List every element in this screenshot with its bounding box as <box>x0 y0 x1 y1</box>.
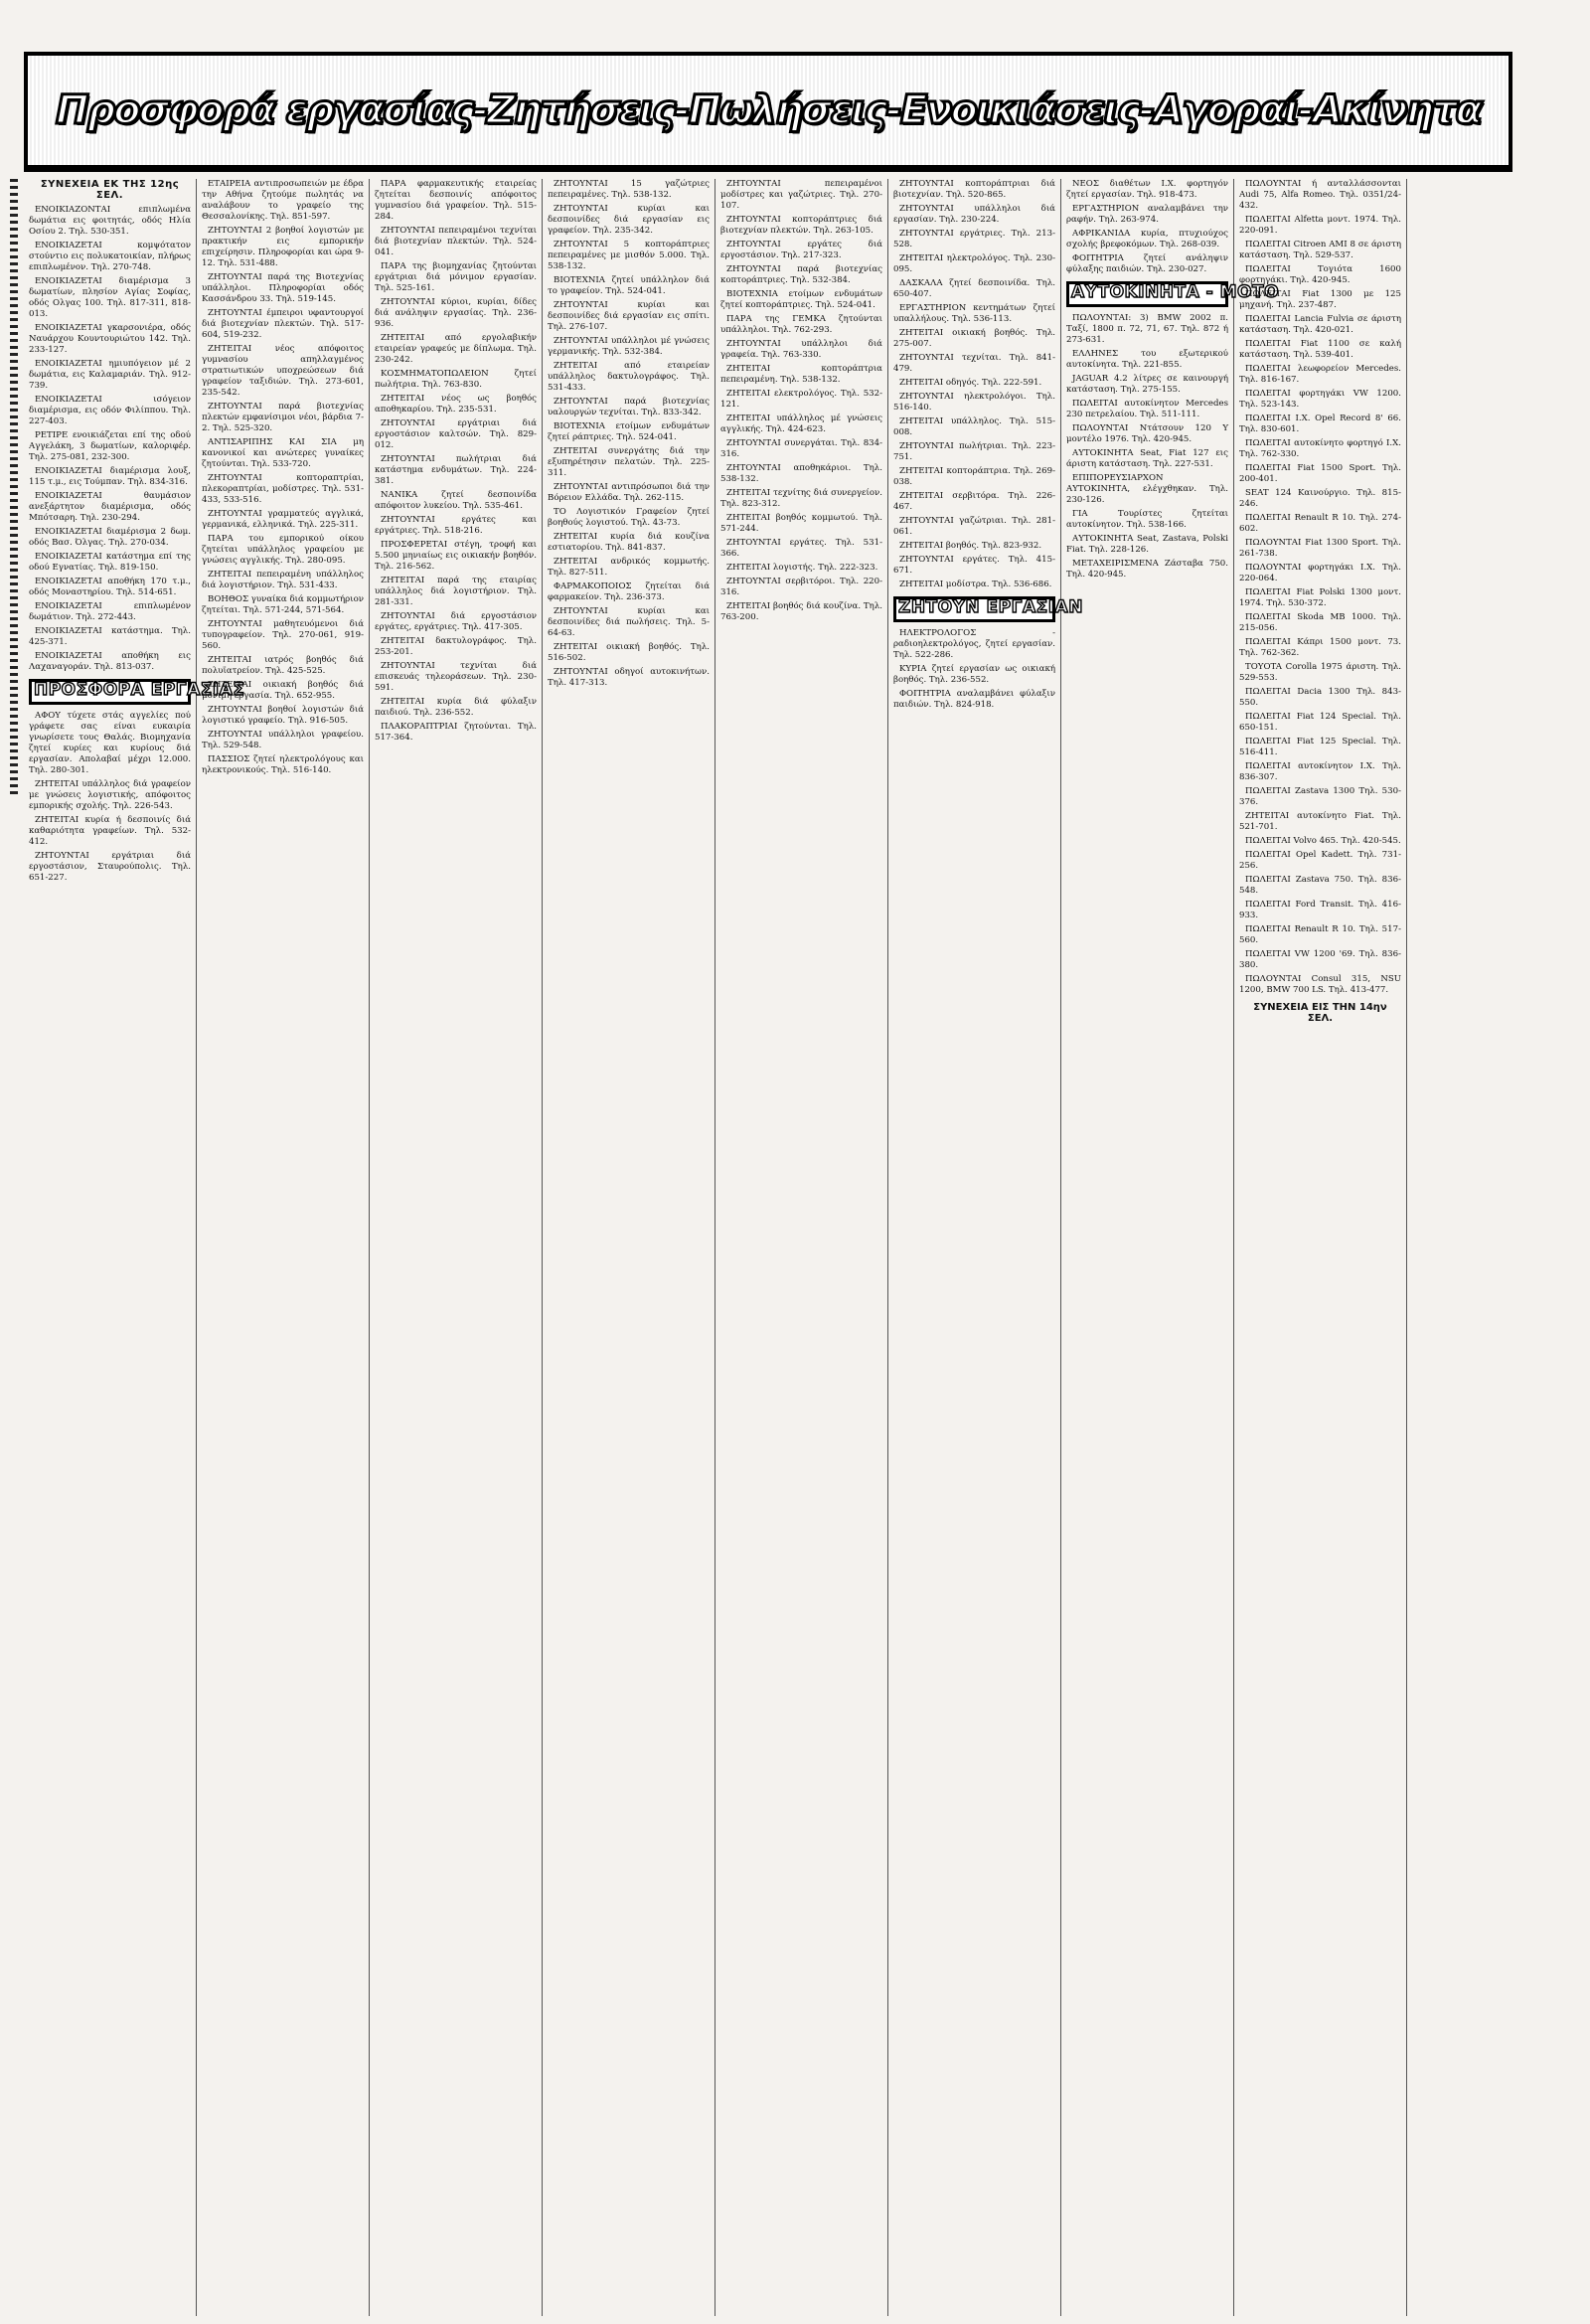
classified-ad: ΖΗΤΟΥΝΤΑΙ πωλήτριαι διά κατάστημα ενδυμάτων. Τηλ. 224-381. <box>375 454 537 486</box>
classified-ad: ΖΗΤΟΥΝΤΑΙ παρά της Βιοτεχνίας υπάλληλοι. Πληροφορίαι οδός Κασσάνδρου 33. Τηλ. 519-145. <box>202 272 364 304</box>
classified-ad: ΠΩΛΟΥΝΤΑΙ Fiat 1300 Sport. Τηλ. 261-738. <box>1239 538 1401 559</box>
classified-ad: ΒΙΟΤΕΧΝΙΑ ετοίμων ενδυμάτων ζητεί κοπτοράπτριες. Τηλ. 524-041. <box>720 289 882 310</box>
classified-ad: ΕΡΓΑΣΤΗΡΙΟΝ αναλαμβάνει την ραφήν. Τηλ. 263-974. <box>1066 204 1228 225</box>
classified-ad: ΕΝΟΙΚΙΑΖΕΤΑΙ επιπλωμένον δωμάτιον. Τηλ. 272-443. <box>29 601 191 622</box>
continued-heading: ΣΥΝΕΧΕΙΑ ΕΚ ΤΗΣ 12ης ΣΕΛ. <box>40 179 180 201</box>
classified-ad: ΕΝΟΙΚΙΑΖΕΤΑΙ γκαρσονιέρα, οδός Ναυάρχου Κουντουριώτου 142. Τηλ. 233-127. <box>29 323 191 355</box>
ads-list <box>893 628 1055 711</box>
classified-ad: ΠΩΛΕΙΤΑΙ Lancia Fulvia σε άριστη κατάσταση. Τηλ. 420-021. <box>1239 314 1401 335</box>
classified-ad: ΠΛΑΚΟΡΑΠΤΡΙΑΙ ζητούνται. Τηλ. 517-364. <box>375 722 537 743</box>
section-cars-moto <box>1066 281 1280 307</box>
classified-ad: ΖΗΤΟΥΝΤΑΙ παρά βιοτεχνίας υαλουργών τεχνίται. Τηλ. 833-342. <box>548 397 710 417</box>
section-title: ΑΥΤΟΚΙΝΗΤΑ - ΜΟΤΟ <box>1071 282 1280 302</box>
classified-ad: ΜΕΤΑΧΕΙΡΙΣΜΕΝΑ Ζάσταβα 750. Τηλ. 420-945. <box>1066 559 1228 580</box>
classified-ad: ΖΗΤΕΙΤΑΙ δακτυλογράφος. Τηλ. 253-201. <box>375 636 537 657</box>
classified-ad: ΠΩΛΕΙΤΑΙ Skoda MB 1000. Τηλ. 215-056. <box>1239 612 1401 633</box>
classified-ad: ΖΗΤΕΙΤΑΙ βοηθός κομμωτού. Τηλ. 571-244. <box>720 513 882 534</box>
classified-ad: ΦΟΙΤΗΤΡΙΑ ζητεί ανάληψιν φύλαξης παιδιών. Τηλ. 230-027. <box>1066 253 1228 274</box>
classified-ad: ΑΝΤΙΣΑΡΙΠΗΣ ΚΑΙ ΣΙΑ μη κανονικοί και ανώτερες γυναίκες ζητούνται. Τηλ. 533-720. <box>202 437 364 469</box>
classified-ad: ΖΗΤΕΙΤΑΙ οικιακή βοηθός. Τηλ. 516-502. <box>548 642 710 663</box>
classified-ad: ΖΗΤΟΥΝΤΑΙ οδηγοί αυτοκινήτων. Τηλ. 417-313. <box>548 667 710 688</box>
classified-ad: ΔΑΣΚΑΛΑ ζητεί δεσποινίδα. Τηλ. 650-407. <box>893 278 1055 299</box>
classified-ad: ΖΗΤΕΙΤΑΙ αυτοκίνητο Fiat. Τηλ. 521-701. <box>1239 811 1401 832</box>
classified-ad: ΠΩΛΟΥΝΤΑΙ: 3) BMW 2002 π. Ταξί, 1800 π. 72, 71, 67. Τηλ. 872 ή 273-631. <box>1066 313 1228 345</box>
classified-ad: ΖΗΤΟΥΝΤΑΙ τεχνίται. Τηλ. 841-479. <box>893 353 1055 374</box>
classified-ad: ΕΝΟΙΚΙΑΖΕΤΑΙ κατάστημα επί της οδού Εγνατίας. Τηλ. 819-150. <box>29 552 191 573</box>
classified-ad: ΖΗΤΟΥΝΤΑΙ εργάτριες. Τηλ. 213-528. <box>893 229 1055 249</box>
classified-ad: ΖΗΤΟΥΝΤΑΙ κυρίαι και δεσποινίδες διά εργασίαν εις σπίτι. Τηλ. 276-107. <box>548 300 710 332</box>
classified-ad: ΖΗΤΟΥΝΤΑΙ εργάτες. Τηλ. 531-366. <box>720 538 882 559</box>
classified-ad: ΠΡΟΣΦΕΡΕΤΑΙ στέγη, τροφή και 5.500 μηνιαίως εις οικιακήν βοηθόν. Τηλ. 216-562. <box>375 540 537 572</box>
classified-ad: ΠΩΛΕΙΤΑΙ Ι.Χ. Opel Record 8' 66. Τηλ. 830-601. <box>1239 414 1401 434</box>
classified-ad: ΠΩΛΕΙΤΑΙ Κάπρι 1500 μοντ. 73. Τηλ. 762-362. <box>1239 637 1401 658</box>
column-4 <box>543 179 716 2316</box>
classified-ad: ΕΝΟΙΚΙΑΖΕΤΑΙ κομψότατον στούντιο εις πολυκατοικίαν, πλήρως επιπλωμένον. Τηλ. 270-748. <box>29 241 191 272</box>
classified-ad: ΕΝΟΙΚΙΑΖΕΤΑΙ διαμέρισμα 3 δωματίων, πλησίον Αγίας Σοφίας, οδός Ολγας 100. Τηλ. 817-311, 818-013. <box>29 276 191 319</box>
classified-ad: ΠΩΛΕΙΤΑΙ φορτηγάκι VW 1200. Τηλ. 523-143. <box>1239 389 1401 410</box>
classified-ad: ΖΗΤΕΙΤΑΙ υπάλληλος. Τηλ. 515-008. <box>893 416 1055 437</box>
classified-ad: ΓΙΑ Τουρίστες ζητείται αυτοκίνητον. Τηλ. 538-166. <box>1066 509 1228 530</box>
ads-list <box>375 179 537 744</box>
classified-ad: ΠΩΛΕΙΤΑΙ λεωφορείον Mercedes. Τηλ. 816-167. <box>1239 364 1401 385</box>
classified-ad: ΠΩΛΕΙΤΑΙ Ford Transit. Τηλ. 416-933. <box>1239 900 1401 920</box>
classified-ad: ΖΗΤΕΙΤΑΙ υπάλληλος διά γραφείον με γνώσεις λογιστικής, απόφοιτος εμπορικής σχολής. Τηλ. 226-543. <box>29 779 191 811</box>
classified-ad: ΠΩΛΕΙΤΑΙ Zastava 1300 Τηλ. 530-376. <box>1239 786 1401 807</box>
ads-list <box>29 205 191 673</box>
classified-ad: ΖΗΤΕΙΤΑΙ οικιακή βοηθός. Τηλ. 275-007. <box>893 328 1055 349</box>
classified-ad: ΖΗΤΕΙΤΑΙ βοηθός. Τηλ. 823-932. <box>899 541 1042 551</box>
classified-ad: ΖΗΤΕΙΤΑΙ πεπειραμένη υπάλληλος διά λογιστήριον. Τηλ. 531-433. <box>202 570 364 590</box>
classified-ad: ΦΑΡΜΑΚΟΠΟΙΟΣ ζητείται διά φαρμακείον. Τηλ. 236-373. <box>548 581 710 602</box>
classified-ad: ΕΝΟΙΚΙΑΖΕΤΑΙ θαυμάσιον ανεξάρτητον διαμέρισμα, οδός Μπότσαρη. Τηλ. 230-294. <box>29 491 191 523</box>
classified-ad: ΖΗΤΟΥΝΤΑΙ κοπτοράπτριες διά βιοτεχνίαν πλεκτών. Τηλ. 263-105. <box>720 215 882 236</box>
classified-ad: ΖΗΤΟΥΝΤΑΙ αντιπρόσωποι διά την Βόρειον Ελλάδα. Τηλ. 262-115. <box>548 482 710 503</box>
classified-ad: ΖΗΤΕΙΤΑΙ βοηθός διά κουζίνα. Τηλ. 763-200. <box>720 601 882 622</box>
classified-ad: ΠΩΛΕΙΤΑΙ Fiat 1100 σε καλή κατάσταση. Τηλ. 539-401. <box>1239 339 1401 360</box>
classified-ad: ΕΝΟΙΚΙΑΖΕΤΑΙ αποθήκη 170 τ.μ., οδός Μοναστηρίου. Τηλ. 514-651. <box>29 577 191 597</box>
classifieds-page <box>10 12 1580 2316</box>
classified-ad: ΖΗΤΟΥΝΤΑΙ κοπτοράπτριαι διά βιοτεχνίαν. Τηλ. 520-865. <box>893 179 1055 200</box>
classified-ad: ΖΗΤΟΥΝΤΑΙ κυρίαι και δεσποινίδες διά πωλήσεις. Τηλ. 5-64-63. <box>548 606 710 638</box>
classified-ad: ΖΗΤΕΙΤΑΙ από εργολαβικήν εταιρείαν γραφεύς με δίπλωμα. Τηλ. 230-242. <box>375 333 537 365</box>
classified-ad: ΕΛΛΗΝΕΣ του εξωτερικού αυτοκίνητα. Τηλ. 221-855. <box>1066 349 1228 370</box>
classified-ad: ΠΩΛΕΙΤΑΙ Alfetta μοντ. 1974. Τηλ. 220-091. <box>1239 215 1401 236</box>
classified-ad: ΗΛΕΚΤΡΟΛΟΓΟΣ - ραδιοηλεκτρολόγος, ζητεί εργασίαν. Τηλ. 522-286. <box>893 628 1055 660</box>
classified-ad: ΝΑΝΙΚΑ ζητεί δεσποινίδα απόφοιτον λυκείου. Τηλ. 535-461. <box>375 490 537 511</box>
classified-ad: ΠΩΛΟΥΝΤΑΙ φορτηγάκι Ι.Χ. Τηλ. 220-064. <box>1239 563 1401 583</box>
classified-ad: ΠΩΛΟΥΝΤΑΙ Consul 315, NSU 1200, BMW 700 LS. Τηλ. 413-477. <box>1239 974 1401 995</box>
classified-ad: ΠΩΛΕΙΤΑΙ αυτοκίνητο φορτηγό Ι.Χ. Τηλ. 762-330. <box>1239 438 1401 459</box>
column-5 <box>716 179 888 2316</box>
classified-ad: ΠΑΡΑ της βιομηχανίας ζητούνται εργάτριαι διά μόνιμον εργασίαν. Τηλ. 525-161. <box>375 261 537 293</box>
classified-ad: TOYOTA Corolla 1975 άριστη. Τηλ. 529-553. <box>1239 662 1401 683</box>
classified-ad: ΕΡΓΑΣΤΗΡΙΟΝ κεντημάτων ζητεί υπαλλήλους. Τηλ. 536-113. <box>893 303 1055 324</box>
classified-ad: ΠΩΛΕΙΤΑΙ Fiat 1500 Sport. Τηλ. 200-401. <box>1239 463 1401 484</box>
classified-ad: ΦΟΙΤΗΤΡΙΑ αναλαμβάνει φύλαξιν παιδιών. Τηλ. 824-918. <box>893 689 1055 710</box>
classified-ad: ΖΗΤΕΙΤΑΙ ηλεκτρολόγος. Τηλ. 230-095. <box>893 253 1055 274</box>
section-seeking-work <box>893 596 1083 622</box>
classified-ad: ΖΗΤΟΥΝΤΑΙ κυρίαι και δεσποινίδες διά εργασίαν εις γραφείον. Τηλ. 235-342. <box>548 204 710 236</box>
classified-ad: ΠΩΛΕΙΤΑΙ αυτοκίνητον Mercedes 230 πετρελαίου. Τηλ. 511-111. <box>1066 399 1228 419</box>
classified-ad: ΠΩΛΕΙΤΑΙ Fiat 124 Special. Τηλ. 650-151. <box>1239 712 1401 733</box>
classified-ad: ΖΗΤΕΙΤΑΙ ανδρικός κομμωτής. Τηλ. 827-511. <box>548 557 710 578</box>
classified-ad: ΖΗΤΕΙΤΑΙ τεχνίτης διά συνεργείον. Τηλ. 823-312. <box>720 488 882 509</box>
classified-ad: ΠΩΛΕΙΤΑΙ VW 1200 '69. Τηλ. 836-380. <box>1239 949 1401 970</box>
classified-ad: ΠΑΡΑ του εμπορικού οίκου ζητείται υπάλληλος γραφείου με γνώσεις αγγλικής. Τηλ. 280-095. <box>202 534 364 566</box>
classified-ad: ΠΩΛΕΙΤΑΙ Zastava 750. Τηλ. 836-548. <box>1239 875 1401 896</box>
classified-ad: ΖΗΤΟΥΝΤΑΙ υπάλληλοι διά εργασίαν. Τηλ. 230-224. <box>893 204 1055 225</box>
classified-ad: ΖΗΤΟΥΝΤΑΙ γραμματεύς αγγλικά, γερμανικά, ελληνικά. Τηλ. 225-311. <box>202 509 364 530</box>
ads-list <box>1066 313 1228 581</box>
classified-ad: ΖΗΤΟΥΝΤΑΙ σερβιτόροι. Τηλ. 220-316. <box>720 577 882 597</box>
section-title: ΖΗΤΟΥΝ ΕΡΓΑΣΙΑΝ <box>898 597 1083 617</box>
classified-ad: ΖΗΤΟΥΝΤΑΙ συνεργάται. Τηλ. 834-316. <box>720 438 882 459</box>
classified-ad: ΒΟΗΘΟΣ γυναίκα διά κομμωτήριον ζητείται. Τηλ. 571-244, 571-564. <box>202 594 364 615</box>
classified-ad: ΕΠΙΠΟΡΕΥΣΙΑΡΧΟΝ ΑΥΤΟΚΙΝΗΤΑ, ελέγχθηκαν. Τηλ. 230-126. <box>1066 473 1228 505</box>
classified-ad: ΕΝΟΙΚΙΑΖΕΤΑΙ διαμέρισμα λουξ, 115 τ.μ., εις Τούμπαν. Τηλ. 834-316. <box>29 466 191 487</box>
classified-ad: ΠΩΛΕΙΤΑΙ Dacia 1300 Τηλ. 843-550. <box>1239 687 1401 708</box>
classified-ad: ΕΝΟΙΚΙΑΖΟΝΤΑΙ επιπλωμένα δωμάτια εις φοιτητάς, οδός Ηλία Οσίου 2. Τηλ. 530-351. <box>29 205 191 237</box>
classified-ad: ΖΗΤΟΥΝΤΑΙ μαθητευόμενοι διά τυπογραφείον. Τηλ. 270-061, 919-560. <box>202 619 364 651</box>
classified-ad: ΚΟΣΜΗΜΑΤΟΠΩΛΕΙΟΝ ζητεί πωλήτρια. Τηλ. 763-830. <box>375 369 537 390</box>
classified-ad: ΖΗΤΕΙΤΑΙ ιατρός βοηθός διά πολυϊατρείον. Τηλ. 425-525. <box>202 655 364 676</box>
ads-list <box>1066 179 1228 275</box>
classified-ad: ΖΗΤΟΥΝΤΑΙ υπάλληλοι γραφείου. Τηλ. 529-548. <box>202 730 364 750</box>
column-9 <box>1407 179 1580 2316</box>
ads-list <box>29 711 191 884</box>
classified-ad: ΖΗΤΕΙΤΑΙ κυρία ή δεσποινίς διά καθαριότητα γραφείων. Τηλ. 532-412. <box>29 815 191 847</box>
classified-ad: ΖΗΤΕΙΤΑΙ λογιστής. Τηλ. 222-323. <box>726 563 878 573</box>
classified-ad: ΖΗΤΕΙΤΑΙ νέος ως βοηθός αποθηκαρίου. Τηλ. 235-531. <box>375 394 537 415</box>
classified-ad: ΖΗΤΟΥΝΤΑΙ πωλήτριαι. Τηλ. 223-751. <box>893 441 1055 462</box>
classified-ad: ΖΗΤΟΥΝΤΑΙ πεπειραμένοι μοδίστρες και γαζώτριες. Τηλ. 270-107. <box>720 179 882 211</box>
classified-ad: ΖΗΤΕΙΤΑΙ νέος απόφοιτος γυμνασίου απηλλαγμένος στρατιωτικών υποχρεώσεων διά γραφείον ταξιδιών. Τηλ. 273-601, 235-542. <box>202 344 364 398</box>
classified-ad: ΤΟ Λογιστικόν Γραφείον ζητεί βοηθούς λογιστού. Τηλ. 43-73. <box>548 507 710 528</box>
classified-ad: ΖΗΤΟΥΝΤΑΙ βοηθοί λογιστών διά λογιστικό γραφείο. Τηλ. 916-505. <box>202 705 364 726</box>
ads-list <box>893 179 1055 590</box>
continued-footer: ΣΥΝΕΧΕΙΑ ΕΙΣ ΤΗΝ 14ην ΣΕΛ. <box>1253 1002 1387 1024</box>
column-8 <box>1234 179 1407 2316</box>
classified-ad: ΒΙΟΤΕΧΝΙΑ ζητεί υπάλληλον διά το γραφείον. Τηλ. 524-041. <box>548 275 710 296</box>
classified-ad: SEAT 124 Καινούργιο. Τηλ. 815-246. <box>1239 488 1401 509</box>
ads-list <box>548 179 710 689</box>
classified-ad: ΡΕΤΙΡΕ ενοικιάζεται επί της οδού Αγγελάκη, 3 δωματίων, καλοριφέρ. Τηλ. 275-081, 232-300. <box>29 430 191 462</box>
classified-ad: ΠΩΛΕΙΤΑΙ Fiat Polski 1300 μοντ. 1974. Τηλ. 530-372. <box>1239 587 1401 608</box>
ads-columns <box>24 179 1584 2316</box>
classified-ad: ΕΝΟΙΚΙΑΖΕΤΑΙ ημιυπόγειον μέ 2 δωμάτια, εις Καλαμαριάν. Τηλ. 912-739. <box>29 359 191 391</box>
classified-ad: ΠΑΡΑ της ΓΕΜΚΑ ζητούνται υπάλληλοι. Τηλ. 762-293. <box>720 314 882 335</box>
classified-ad: ΖΗΤΟΥΝΤΑΙ πεπειραμένοι τεχνίται διά βιοτεχνίαν πλεκτών. Τηλ. 524-041. <box>375 226 537 257</box>
classified-ad: ΖΗΤΕΙΤΑΙ κοπτοράπτρια πεπειραμένη. Τηλ. 538-132. <box>720 364 882 385</box>
classified-ad: ΕΝΟΙΚΙΑΖΕΤΑΙ κατάστημα. Τηλ. 425-371. <box>29 626 191 647</box>
classified-ad: ΖΗΤΟΥΝΤΑΙ εργάτες. Τηλ. 415-671. <box>893 555 1055 576</box>
classified-ad: ΠΩΛΕΙΤΑΙ Opel Kadett. Τηλ. 731-256. <box>1239 850 1401 871</box>
classified-ad: ΖΗΤΕΙΤΑΙ ελεκτρολόγος. Τηλ. 532-121. <box>720 389 882 410</box>
classified-ad: ΠΑΡΑ φαρμακευτικής εταιρείας ζητείται δεσποινίς απόφοιτος γυμνασίου διά γραφείον. Τηλ. 515-284. <box>375 179 537 222</box>
ads-list <box>202 179 364 776</box>
classified-ad: ΠΩΛΕΙΤΑΙ Renault R 10. Τηλ. 517-560. <box>1239 924 1401 945</box>
classified-ad: ΠΩΛΕΙΤΑΙ Fiat 125 Special. Τηλ. 516-411. <box>1239 737 1401 757</box>
classified-ad: JAGUAR 4.2 λίτρες σε καινουργή κατάσταση. Τηλ. 275-155. <box>1066 374 1228 395</box>
classified-ad: ΖΗΤΟΥΝΤΑΙ τεχνίται διά επισκευάς τηλεοράσεων. Τηλ. 230-591. <box>375 661 537 693</box>
classified-ad: ΖΗΤΟΥΝΤΑΙ 5 κοπτοράπτριες πεπειραμένες με μισθόν 5.000. Τηλ. 538-132. <box>548 240 710 271</box>
ads-list <box>720 179 882 623</box>
classified-ad: ΠΩΛΟΥΝΤΑΙ ή ανταλλάσσονται Audi 75, Alfa Romeo. Τηλ. 0351/24-432. <box>1239 179 1401 211</box>
classified-ad: ΖΗΤΟΥΝΤΑΙ εργάτες διά εργοστάσιον. Τηλ. 217-323. <box>720 240 882 260</box>
classified-ad: ΑΥΤΟΚΙΝΗΤΑ Seat, Zastava, Polski Fiat. Τηλ. 228-126. <box>1066 534 1228 555</box>
column-3 <box>370 179 543 2316</box>
classified-ad: ΠΩΛΕΙΤΑΙ Citroen AMI 8 σε άριστη κατάσταση. Τηλ. 529-537. <box>1239 240 1401 260</box>
classified-ad: ΠΩΛΕΙΤΑΙ Volvo 465. Τηλ. 420-545. <box>1245 836 1401 846</box>
classified-ad: ΖΗΤΟΥΝΤΑΙ ηλεκτρολόγοι. Τηλ. 516-140. <box>893 392 1055 413</box>
classified-ad: ΖΗΤΕΙΤΑΙ σερβιτόρα. Τηλ. 226-467. <box>893 491 1055 512</box>
classified-ad: ΖΗΤΕΙΤΑΙ από εταιρείαν υπάλληλος δακτυλογράφος. Τηλ. 531-433. <box>548 361 710 393</box>
classified-ad: ΠΩΛΕΙΤΑΙ Fiat 1300 με 125 μηχανή. Τηλ. 237-487. <box>1239 289 1401 310</box>
classified-ad: ΖΗΤΕΙΤΑΙ οικιακή βοηθός διά μόνιμη εργασία. Τηλ. 652-955. <box>202 680 364 701</box>
classified-ad: ΠΩΛΕΙΤΑΙ Renault R 10. Τηλ. 274-602. <box>1239 513 1401 534</box>
classified-ad: ΕΤΑΙΡΕΙΑ αντιπροσωπειών με έδρα την Αθήνα ζητούμε πωλητάς να αναλάβουν το γραφείο της Θεσσαλονίκης. Τηλ. 851-597. <box>202 179 364 222</box>
classified-ad: ΑΥΤΟΚΙΝΗΤΑ Seat, Fiat 127 εις άριστη κατάσταση. Τηλ. 227-531. <box>1066 448 1228 469</box>
classified-ad: ΖΗΤΟΥΝΤΑΙ αποθηκάριοι. Τηλ. 538-132. <box>720 463 882 484</box>
classified-ad: ΖΗΤΟΥΝΤΑΙ παρά βιοτεχνίας πλεκτών εμφανίσιμοι νέοι, βάρδια 7-2. Τηλ. 525-320. <box>202 402 364 433</box>
classified-ad: ΖΗΤΟΥΝΤΑΙ έμπειροι υφαντουργοί διά βιοτεχνίαν πλεκτών. Τηλ. 517-604, 519-232. <box>202 308 364 340</box>
classified-ad: ΖΗΤΕΙΤΑΙ μοδίστρα. Τηλ. 536-686. <box>899 580 1052 589</box>
classified-ad: ΠΩΛΟΥΝΤΑΙ Ντάτσουν 120 Υ μοντέλο 1976. Τηλ. 420-945. <box>1066 423 1228 444</box>
classified-ad: ΖΗΤΟΥΝΤΑΙ 2 βοηθοί λογιστών με πρακτικήν εις εμπορικήν επιχείρησιν. Πληροφορίαι και ώρα 9-12. Τηλ. 531-488. <box>202 226 364 268</box>
banner-title: Προσφορά εργασίας-Ζητήσεις-Πωλήσεις-Ενοικιάσεις-Αγοραί-Ακίνητα <box>56 87 1481 133</box>
classified-ad: ΖΗΤΟΥΝΤΑΙ υπάλληλοι διά γραφεία. Τηλ. 763-330. <box>720 339 882 360</box>
classified-ad: ΖΗΤΟΥΝΤΑΙ εργάτριαι διά εργοστάσιον καλτσών. Τηλ. 829-012. <box>375 418 537 450</box>
classified-ad: ΖΗΤΟΥΝΤΑΙ γαζώτριαι. Τηλ. 281-061. <box>893 516 1055 537</box>
classified-ad: ΒΙΟΤΕΧΝΙΑ ετοίμων ενδυμάτων ζητεί ράπτριες. Τηλ. 524-041. <box>548 421 710 442</box>
classified-ad: ΖΗΤΕΙΤΑΙ συνεργάτης διά την εξυπηρέτησιν πελατών. Τηλ. 225-311. <box>548 446 710 478</box>
classified-ad: ΑΦΟΥ τύχετε στάς αγγελίες πού γράφετε σας είναι ευκαιρία γνωρίσετε τους Θαλάς. Βιομηχανία ζητεί κυρίες και κυρίους διά εργασίαν. Απολαβαί μέχρι 12.000. Τηλ. 280-301. <box>29 711 191 775</box>
classified-ad: ΖΗΤΕΙΤΑΙ κυρία διά κουζίνα εστιατορίου. Τηλ. 841-837. <box>548 532 710 553</box>
column-1 <box>24 179 245 2316</box>
column-6 <box>888 179 1083 2316</box>
masthead-banner <box>24 52 1512 172</box>
classified-ad: ΠΑΣΣΙΟΣ ζητεί ηλεκτρολόγους και ηλεκτρονικούς. Τηλ. 516-140. <box>202 754 364 775</box>
classified-ad: ΖΗΤΕΙΤΑΙ κοπτοράπτρια. Τηλ. 269-038. <box>893 466 1055 487</box>
classified-ad: ΖΗΤΟΥΝΤΑΙ κοπτοραπτρίαι, πλεκοραπτρίαι, μοδίστρες. Τηλ. 531-433, 533-516. <box>202 473 364 505</box>
classified-ad: ΖΗΤΟΥΝΤΑΙ διά εργοστάσιον εργάτες, εργάτριες. Τηλ. 417-305. <box>375 611 537 632</box>
classified-ad: ΖΗΤΟΥΝΤΑΙ παρά βιοτεχνίας κοπτοράπτριες. Τηλ. 532-384. <box>720 264 882 285</box>
section-job-offers <box>29 679 245 705</box>
classified-ad: ΖΗΤΟΥΝΤΑΙ 15 γαζώτριες πεπειραμένες. Τηλ. 538-132. <box>548 179 710 200</box>
classified-ad: ΖΗΤΟΥΝΤΑΙ κύριοι, κυρίαι, δίδες διά ανάληψιν εργασίας. Τηλ. 236-936. <box>375 297 537 329</box>
classified-ad: ΕΝΟΙΚΙΑΖΕΤΑΙ διαμέρισμα 2 δωμ. οδός Βασ. Όλγας. Τηλ. 270-034. <box>29 527 191 548</box>
classified-ad: ΚΥΡΙΑ ζητεί εργασίαν ως οικιακή βοηθός. Τηλ. 236-552. <box>893 664 1055 685</box>
classified-ad: ΠΩΛΕΙΤΑΙ αυτοκίνητον Ι.Χ. Τηλ. 836-307. <box>1239 761 1401 782</box>
column-7 <box>1061 179 1280 2316</box>
classified-ad: ΕΝΟΙΚΙΑΖΕΤΑΙ ισόγειον διαμέρισμα, εις οδόν Φιλίππου. Τηλ. 227-403. <box>29 395 191 426</box>
classified-ad: ΖΗΤΟΥΝΤΑΙ εργάτες και εργάτριες. Τηλ. 518-216. <box>375 515 537 536</box>
classified-ad: ΕΝΟΙΚΙΑΖΕΤΑΙ αποθήκη εις Λαχαναγοράν. Τηλ. 813-037. <box>29 651 191 672</box>
column-rule-marks <box>10 179 18 795</box>
section-title: ΠΡΟΣΦΟΡΑ ΕΡΓΑΣΙΑΣ <box>34 680 245 700</box>
column-2 <box>197 179 370 2316</box>
classified-ad: ΖΗΤΕΙΤΑΙ υπάλληλος μέ γνώσεις αγγλικής. Τηλ. 424-623. <box>720 414 882 434</box>
classified-ad: ΖΗΤΕΙΤΑΙ οδηγός. Τηλ. 222-591. <box>899 378 1042 388</box>
classified-ad: ΑΦΡΙΚΑΝΙΔΑ κυρία, πτυχιούχος σχολής βρεφοκόμων. Τηλ. 268-039. <box>1066 229 1228 249</box>
classified-ad: ΖΗΤΕΙΤΑΙ κυρία διά φύλαξιν παιδιού. Τηλ. 236-552. <box>375 697 537 718</box>
classified-ad: ΖΗΤΟΥΝΤΑΙ υπάλληλοι μέ γνώσεις γερμανικής. Τηλ. 532-384. <box>548 336 710 357</box>
classified-ad: ΝΕΟΣ διαθέτων Ι.Χ. φορτηγόν ζητεί εργασίαν. Τηλ. 918-473. <box>1066 179 1228 200</box>
classified-ad: ΖΗΤΕΙΤΑΙ παρά της εταιρίας υπάλληλος διά λογιστήριον. Τηλ. 281-331. <box>375 576 537 607</box>
classified-ad: ΖΗΤΟΥΝΤΑΙ εργάτριαι διά εργοστάσιον, Σταυρούπολις. Τηλ. 651-227. <box>29 851 191 883</box>
ads-list <box>1239 179 1401 996</box>
classified-ad: ΠΩΛΕΙΤΑΙ Τογιότα 1600 φορτηγάκι. Τηλ. 420-945. <box>1239 264 1401 285</box>
